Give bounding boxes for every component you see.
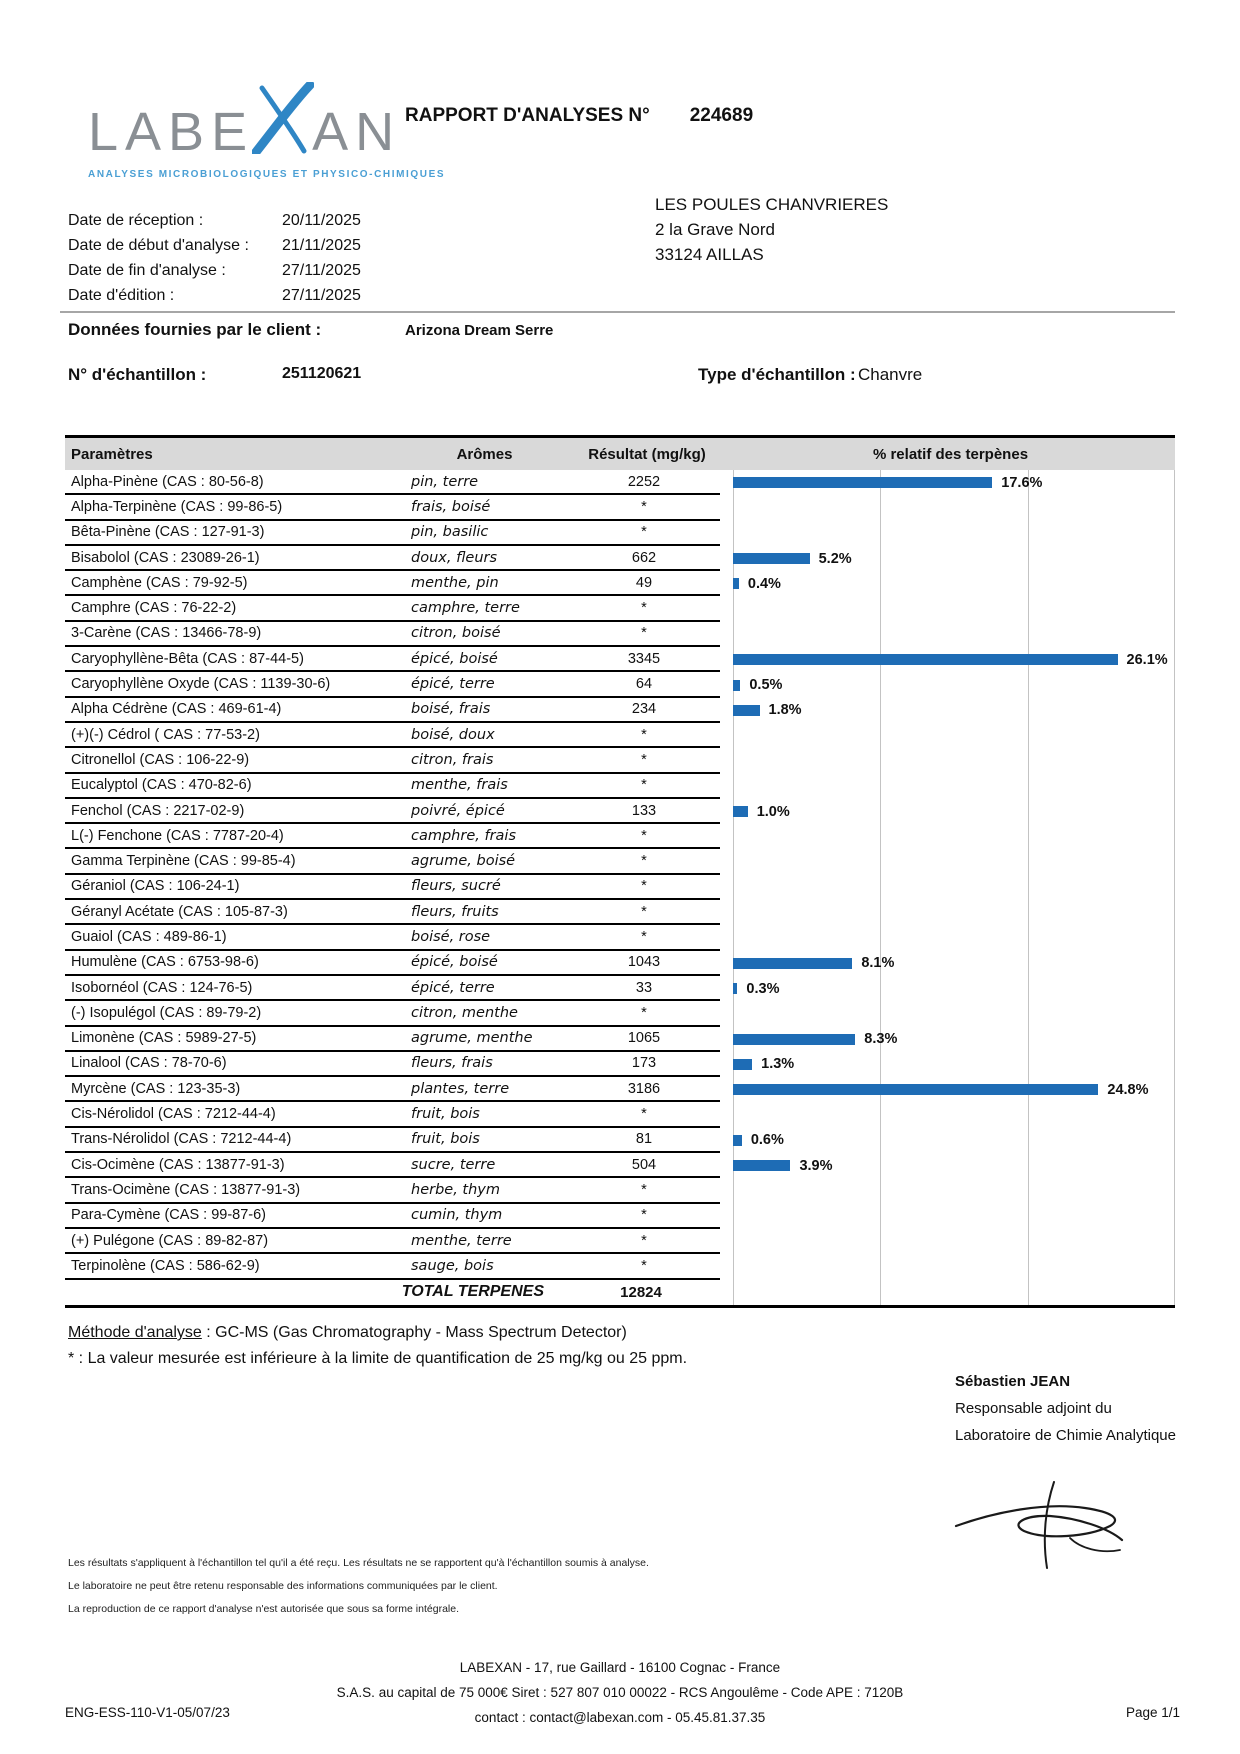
table-row bbox=[65, 1102, 1175, 1127]
arome-cell: frais, boisé bbox=[411, 498, 491, 515]
table-row bbox=[65, 1027, 1175, 1052]
result-cell: * bbox=[641, 853, 647, 870]
footer-legal: S.A.S. au capital de 75 000€ Siret : 527 807 010 00022 - RCS Angoulême - Code APE : 7120B bbox=[336, 1685, 904, 1700]
date-row bbox=[68, 258, 361, 283]
method-block bbox=[68, 1320, 687, 1372]
table-row-left bbox=[65, 1229, 720, 1254]
table-row-left bbox=[65, 470, 720, 495]
param-cell: (+)(-) Cédrol ( CAS : 77-53-2) bbox=[71, 726, 260, 743]
table-row bbox=[65, 672, 1175, 697]
table-header bbox=[65, 435, 1175, 470]
result-cell: 662 bbox=[631, 549, 657, 566]
date-start-label: Date de début d'analyse : bbox=[68, 237, 249, 254]
row-chart bbox=[733, 976, 1175, 1001]
terpene-bar bbox=[733, 958, 852, 969]
row-chart bbox=[733, 571, 1175, 596]
param-cell: (-) Isopulégol (CAS : 89-79-2) bbox=[71, 1004, 262, 1021]
terpene-table bbox=[65, 435, 1175, 1308]
date-row bbox=[68, 283, 361, 308]
result-cell: * bbox=[641, 1004, 647, 1021]
row-chart bbox=[733, 647, 1175, 672]
table-row bbox=[65, 1204, 1175, 1229]
table-row bbox=[65, 647, 1175, 672]
table-row bbox=[65, 571, 1175, 596]
row-chart bbox=[733, 1001, 1175, 1026]
total-value: 12824 bbox=[620, 1283, 662, 1301]
table-row bbox=[65, 925, 1175, 950]
date-start-value: 21/11/2025 bbox=[282, 237, 361, 254]
total-row bbox=[65, 1280, 1175, 1305]
result-cell: 2252 bbox=[627, 473, 661, 490]
param-cell: Caryophyllène-Bêta (CAS : 87-44-5) bbox=[71, 650, 304, 667]
param-cell: Guaiol (CAS : 489-86-1) bbox=[71, 928, 227, 945]
terpene-bar-label: 8.1% bbox=[861, 955, 895, 972]
arome-cell: sauge, bois bbox=[411, 1257, 494, 1274]
param-cell: 3-Carène (CAS : 13466-78-9) bbox=[71, 625, 262, 642]
param-cell: Alpha-Pinène (CAS : 80-56-8) bbox=[71, 473, 264, 490]
method-note: * : La valeur mesurée est inférieure à la limite de quantification de 25 mg/kg ou 25 ppm. bbox=[68, 1350, 688, 1367]
row-chart bbox=[733, 1077, 1175, 1102]
date-row bbox=[68, 233, 361, 258]
param-cell: Bêta-Pinène (CAS : 127-91-3) bbox=[71, 524, 265, 541]
result-cell: 133 bbox=[631, 802, 657, 819]
table-row bbox=[65, 1128, 1175, 1153]
row-chart bbox=[733, 774, 1175, 799]
table-row bbox=[65, 1077, 1175, 1102]
terpene-bar-label: 1.3% bbox=[761, 1056, 795, 1073]
table-row-left bbox=[65, 622, 720, 647]
table-row bbox=[65, 698, 1175, 723]
table-row-left bbox=[65, 875, 720, 900]
result-cell: * bbox=[641, 1257, 647, 1274]
arome-cell: citron, menthe bbox=[411, 1004, 518, 1021]
date-row bbox=[68, 208, 361, 233]
client-street: 2 la Grave Nord bbox=[655, 220, 775, 239]
table-row-left bbox=[65, 571, 720, 596]
table-row bbox=[65, 748, 1175, 773]
result-cell: 1043 bbox=[627, 954, 661, 971]
result-cell: 81 bbox=[635, 1131, 653, 1148]
param-cell: Eucalyptol (CAS : 470-82-6) bbox=[71, 777, 252, 794]
row-chart bbox=[733, 596, 1175, 621]
row-chart bbox=[733, 748, 1175, 773]
param-cell: Bisabolol (CAS : 23089-26-1) bbox=[71, 549, 260, 566]
table-row bbox=[65, 546, 1175, 571]
section-divider bbox=[60, 311, 1175, 313]
total-label: TOTAL TERPENES bbox=[401, 1283, 544, 1301]
arome-cell: camphre, terre bbox=[411, 600, 520, 617]
table-row-left bbox=[65, 951, 720, 976]
terpene-bar bbox=[733, 553, 810, 564]
terpene-bar bbox=[733, 578, 739, 589]
client-data-label: Données fournies par le client : bbox=[68, 320, 322, 339]
table-row-left bbox=[65, 698, 720, 723]
row-chart bbox=[733, 622, 1175, 647]
client-data-value: Arizona Dream Serre bbox=[405, 322, 554, 339]
logo-text-right: AN bbox=[312, 102, 402, 162]
client-name: LES POULES CHANVRIERES bbox=[655, 195, 889, 214]
logo-x-icon bbox=[252, 82, 314, 163]
sample-row bbox=[68, 365, 1175, 385]
table-row-left bbox=[65, 799, 720, 824]
result-cell: 1065 bbox=[627, 1030, 661, 1047]
table-row-left bbox=[65, 723, 720, 748]
table-row bbox=[65, 849, 1175, 874]
row-chart bbox=[733, 925, 1175, 950]
row-chart bbox=[733, 1153, 1175, 1178]
param-cell: Caryophyllène Oxyde (CAS : 1139-30-6) bbox=[71, 676, 331, 693]
signatory-role-2: Laboratoire de Chimie Analytique bbox=[955, 1427, 1176, 1444]
result-cell: * bbox=[641, 1232, 647, 1249]
arome-cell: pin, basilic bbox=[411, 524, 489, 541]
disclaimer-line-2: Le laboratoire ne peut être retenu responsable des informations communiquées par le client. bbox=[68, 1580, 498, 1592]
logo-subtitle: ANALYSES MICROBIOLOGIQUES ET PHYSICO-CHIMIQUES bbox=[88, 169, 446, 180]
table-row bbox=[65, 1052, 1175, 1077]
result-cell: * bbox=[641, 878, 647, 895]
date-edition-value: 27/11/2025 bbox=[282, 287, 361, 304]
terpene-bar bbox=[733, 1059, 752, 1070]
table-row-left bbox=[65, 495, 720, 520]
arome-cell: menthe, pin bbox=[411, 574, 499, 591]
arome-cell: cumin, thym bbox=[411, 1207, 503, 1224]
arome-cell: pin, terre bbox=[411, 473, 479, 490]
dates-block bbox=[68, 208, 361, 308]
param-cell: Limonène (CAS : 5989-27-5) bbox=[71, 1030, 257, 1047]
param-cell: Linalool (CAS : 78-70-6) bbox=[71, 1055, 227, 1072]
result-cell: * bbox=[641, 827, 647, 844]
client-address bbox=[655, 192, 888, 267]
row-chart bbox=[733, 546, 1175, 571]
result-cell: * bbox=[641, 726, 647, 743]
arome-cell: fleurs, fruits bbox=[411, 903, 499, 920]
method-text: : GC-MS (Gas Chromatography - Mass Spectrum Detector) bbox=[201, 1324, 627, 1341]
row-chart bbox=[733, 1102, 1175, 1127]
result-cell: * bbox=[641, 1181, 647, 1198]
terpene-bar-label: 24.8% bbox=[1107, 1081, 1149, 1098]
table-row bbox=[65, 1153, 1175, 1178]
table-row bbox=[65, 596, 1175, 621]
arome-cell: fruit, bois bbox=[411, 1106, 480, 1123]
signature-scribble bbox=[950, 1478, 1135, 1578]
arome-cell: boisé, frais bbox=[411, 701, 491, 718]
result-cell: 234 bbox=[631, 701, 657, 718]
param-cell: Humulène (CAS : 6753-98-6) bbox=[71, 954, 259, 971]
table-row bbox=[65, 521, 1175, 546]
labexan-logo bbox=[88, 82, 446, 180]
row-chart bbox=[733, 672, 1175, 697]
arome-cell: agrume, boisé bbox=[411, 853, 516, 870]
header-aromes: Arômes bbox=[456, 445, 513, 463]
result-cell: 33 bbox=[635, 979, 653, 996]
row-chart bbox=[733, 1178, 1175, 1203]
sample-type-value: Chanvre bbox=[858, 365, 923, 384]
terpene-bar bbox=[733, 1034, 855, 1045]
disclaimer-line-1: Les résultats s'appliquent à l'échantillon tel qu'il a été reçu. Les résultats ne se rapportent qu'à l'échantillon soumis à analyse. bbox=[68, 1557, 649, 1569]
disclaimers bbox=[68, 1552, 649, 1621]
table-row-left bbox=[65, 647, 720, 672]
terpene-bar bbox=[733, 1084, 1098, 1095]
row-chart bbox=[733, 849, 1175, 874]
arome-cell: citron, boisé bbox=[411, 625, 501, 642]
method-line bbox=[68, 1320, 687, 1346]
table-row bbox=[65, 1254, 1175, 1279]
param-cell: Géranyl Acétate (CAS : 105-87-3) bbox=[71, 903, 288, 920]
terpene-bar-label: 5.2% bbox=[818, 550, 852, 567]
terpene-bar bbox=[733, 806, 748, 817]
total-row-left bbox=[65, 1280, 720, 1305]
result-cell: * bbox=[641, 928, 647, 945]
result-cell: * bbox=[641, 498, 647, 515]
header-chart: % relatif des terpènes bbox=[872, 445, 1029, 463]
row-chart bbox=[733, 1204, 1175, 1229]
table-row bbox=[65, 799, 1175, 824]
table-row-left bbox=[65, 596, 720, 621]
arome-cell: boisé, doux bbox=[411, 726, 495, 743]
result-cell: * bbox=[641, 777, 647, 794]
arome-cell: fleurs, sucré bbox=[411, 878, 501, 895]
client-city: 33124 AILLAS bbox=[655, 245, 764, 264]
terpene-bar-label: 0.5% bbox=[749, 677, 783, 694]
table-row-left bbox=[65, 1153, 720, 1178]
disclaimer-line-3: La reproduction de ce rapport d'analyse n'est autorisée que sous sa forme intégrale. bbox=[68, 1603, 459, 1615]
report-title-label: RAPPORT D'ANALYSES N° bbox=[405, 105, 650, 126]
table-row bbox=[65, 951, 1175, 976]
table-row-left bbox=[65, 976, 720, 1001]
row-chart bbox=[733, 723, 1175, 748]
table-body bbox=[65, 470, 1175, 1308]
param-cell: Alpha Cédrène (CAS : 469-61-4) bbox=[71, 701, 282, 718]
table-row-left bbox=[65, 1204, 720, 1229]
table-row bbox=[65, 723, 1175, 748]
footer-address: LABEXAN - 17, rue Gaillard - 16100 Cognac - France bbox=[459, 1660, 781, 1675]
terpene-bar bbox=[733, 477, 992, 488]
result-cell: * bbox=[641, 751, 647, 768]
terpene-bar-label: 1.0% bbox=[756, 803, 790, 820]
date-reception-value: 20/11/2025 bbox=[282, 212, 361, 229]
row-chart bbox=[733, 875, 1175, 900]
arome-cell: épicé, terre bbox=[411, 676, 495, 693]
row-chart bbox=[733, 799, 1175, 824]
arome-cell: doux, fleurs bbox=[411, 549, 498, 566]
table-row bbox=[65, 1178, 1175, 1203]
table-row bbox=[65, 875, 1175, 900]
row-chart bbox=[733, 495, 1175, 520]
row-chart bbox=[733, 951, 1175, 976]
result-cell: * bbox=[641, 524, 647, 541]
labexan-wordmark bbox=[88, 82, 402, 162]
table-row-left bbox=[65, 824, 720, 849]
report-title bbox=[405, 105, 753, 127]
terpene-bar bbox=[733, 983, 737, 994]
arome-cell: fruit, bois bbox=[411, 1131, 480, 1148]
sample-type-label: Type d'échantillon : bbox=[698, 365, 856, 384]
arome-cell: épicé, terre bbox=[411, 979, 495, 996]
date-end-value: 27/11/2025 bbox=[282, 262, 361, 279]
terpene-bar-label: 1.8% bbox=[768, 702, 802, 719]
table-row-left bbox=[65, 1102, 720, 1127]
table-row-left bbox=[65, 521, 720, 546]
param-cell: Géraniol (CAS : 106-24-1) bbox=[71, 878, 240, 895]
table-row-left bbox=[65, 1128, 720, 1153]
row-chart bbox=[733, 470, 1175, 495]
table-row bbox=[65, 1229, 1175, 1254]
header-parametres: Paramètres bbox=[71, 445, 153, 463]
arome-cell: citron, frais bbox=[411, 751, 494, 768]
arome-cell: épicé, boisé bbox=[411, 954, 498, 971]
terpene-bar-label: 26.1% bbox=[1126, 651, 1168, 668]
arome-cell: plantes, terre bbox=[411, 1080, 510, 1097]
footer-contact: contact : contact@labexan.com - 05.45.81.37.35 bbox=[474, 1710, 766, 1725]
terpene-bar bbox=[733, 654, 1118, 665]
terpene-bar-label: 3.9% bbox=[799, 1157, 833, 1174]
table-row-left bbox=[65, 1027, 720, 1052]
terpene-bar bbox=[733, 1135, 742, 1146]
result-cell: 173 bbox=[631, 1055, 657, 1072]
terpene-bar bbox=[733, 1160, 790, 1171]
row-chart bbox=[733, 1229, 1175, 1254]
arome-cell: boisé, rose bbox=[411, 928, 491, 945]
result-cell: * bbox=[641, 1207, 647, 1224]
terpene-bar bbox=[733, 705, 760, 716]
param-cell: L(-) Fenchone (CAS : 7787-20-4) bbox=[71, 827, 284, 844]
table-row bbox=[65, 470, 1175, 495]
sample-number-label: N° d'échantillon : bbox=[68, 365, 207, 384]
table-row bbox=[65, 824, 1175, 849]
param-cell: Cis-Ocimène (CAS : 13877-91-3) bbox=[71, 1156, 285, 1173]
param-cell: (+) Pulégone (CAS : 89-82-87) bbox=[71, 1232, 269, 1249]
table-row-left bbox=[65, 1178, 720, 1203]
table-row-left bbox=[65, 774, 720, 799]
table-row bbox=[65, 900, 1175, 925]
date-reception-label: Date de réception : bbox=[68, 212, 204, 229]
param-cell: Para-Cymène (CAS : 99-87-6) bbox=[71, 1207, 267, 1224]
method-label: Méthode d'analyse bbox=[68, 1324, 202, 1341]
param-cell: Camphre (CAS : 76-22-2) bbox=[71, 600, 237, 617]
arome-cell: menthe, terre bbox=[411, 1232, 512, 1249]
table-row-left bbox=[65, 1001, 720, 1026]
result-cell: * bbox=[641, 625, 647, 642]
table-row-left bbox=[65, 1254, 720, 1279]
sample-number-value: 251120621 bbox=[282, 365, 362, 382]
table-row bbox=[65, 622, 1175, 647]
table-row-left bbox=[65, 546, 720, 571]
arome-cell: épicé, boisé bbox=[411, 650, 498, 667]
table-row bbox=[65, 976, 1175, 1001]
table-row-left bbox=[65, 1052, 720, 1077]
document-reference: ENG-ESS-110-V1-05/07/23 bbox=[65, 1705, 230, 1720]
table-row-left bbox=[65, 925, 720, 950]
param-cell: Citronellol (CAS : 106-22-9) bbox=[71, 751, 250, 768]
client-data-row bbox=[68, 320, 553, 340]
row-chart bbox=[733, 900, 1175, 925]
table-row bbox=[65, 774, 1175, 799]
logo-text-left: LABE bbox=[88, 102, 255, 162]
result-cell: 3345 bbox=[627, 650, 661, 667]
param-cell: Fenchol (CAS : 2217-02-9) bbox=[71, 802, 245, 819]
row-chart bbox=[733, 1052, 1175, 1077]
signatory-role-1: Responsable adjoint du bbox=[955, 1400, 1112, 1417]
row-chart bbox=[733, 1254, 1175, 1279]
table-row bbox=[65, 1001, 1175, 1026]
header-resultat: Résultat (mg/kg) bbox=[588, 445, 706, 463]
table-row bbox=[65, 495, 1175, 520]
date-end-label: Date de fin d'analyse : bbox=[68, 262, 226, 279]
page-number: Page 1/1 bbox=[1125, 1705, 1180, 1720]
terpene-bar-label: 17.6% bbox=[1001, 474, 1043, 491]
table-row-left bbox=[65, 748, 720, 773]
arome-cell: agrume, menthe bbox=[411, 1030, 533, 1047]
terpene-bar-label: 8.3% bbox=[864, 1031, 898, 1048]
param-cell: Camphène (CAS : 79-92-5) bbox=[71, 574, 248, 591]
table-row-left bbox=[65, 900, 720, 925]
arome-cell: herbe, thym bbox=[411, 1181, 500, 1198]
table-row-left bbox=[65, 672, 720, 697]
result-cell: 504 bbox=[631, 1156, 657, 1173]
terpene-bar-label: 0.6% bbox=[750, 1132, 784, 1149]
param-cell: Alpha-Terpinène (CAS : 99-86-5) bbox=[71, 498, 283, 515]
param-cell: Trans-Ocimène (CAS : 13877-91-3) bbox=[71, 1181, 301, 1198]
arome-cell: menthe, frais bbox=[411, 777, 508, 794]
row-chart bbox=[733, 1027, 1175, 1052]
row-chart bbox=[733, 1128, 1175, 1153]
terpene-bar-label: 0.4% bbox=[747, 575, 781, 592]
row-chart bbox=[733, 698, 1175, 723]
terpene-bar bbox=[733, 680, 740, 691]
signatory-name: Sébastien JEAN bbox=[955, 1373, 1071, 1390]
result-cell: * bbox=[641, 1106, 647, 1123]
param-cell: Cis-Nérolidol (CAS : 7212-44-4) bbox=[71, 1106, 276, 1123]
param-cell: Isobornéol (CAS : 124-76-5) bbox=[71, 979, 253, 996]
table-row-left bbox=[65, 849, 720, 874]
param-cell: Myrcène (CAS : 123-35-3) bbox=[71, 1080, 241, 1097]
arome-cell: fleurs, frais bbox=[411, 1055, 493, 1072]
result-cell: 3186 bbox=[627, 1080, 661, 1097]
signatory-block bbox=[955, 1368, 1176, 1449]
result-cell: 64 bbox=[635, 676, 653, 693]
table-row-left bbox=[65, 1077, 720, 1102]
result-cell: 49 bbox=[635, 574, 653, 591]
param-cell: Terpinolène (CAS : 586-62-9) bbox=[71, 1257, 260, 1274]
report-number: 224689 bbox=[689, 105, 754, 126]
result-cell: * bbox=[641, 903, 647, 920]
arome-cell: camphre, frais bbox=[411, 827, 517, 844]
arome-cell: sucre, terre bbox=[411, 1156, 496, 1173]
row-chart bbox=[733, 521, 1175, 546]
param-cell: Gamma Terpinène (CAS : 99-85-4) bbox=[71, 853, 296, 870]
date-edition-label: Date d'édition : bbox=[68, 287, 175, 304]
result-cell: * bbox=[641, 600, 647, 617]
terpene-bar-label: 0.3% bbox=[746, 980, 780, 997]
arome-cell: poivré, épicé bbox=[411, 802, 505, 819]
param-cell: Trans-Nérolidol (CAS : 7212-44-4) bbox=[71, 1131, 292, 1148]
row-chart bbox=[733, 824, 1175, 849]
